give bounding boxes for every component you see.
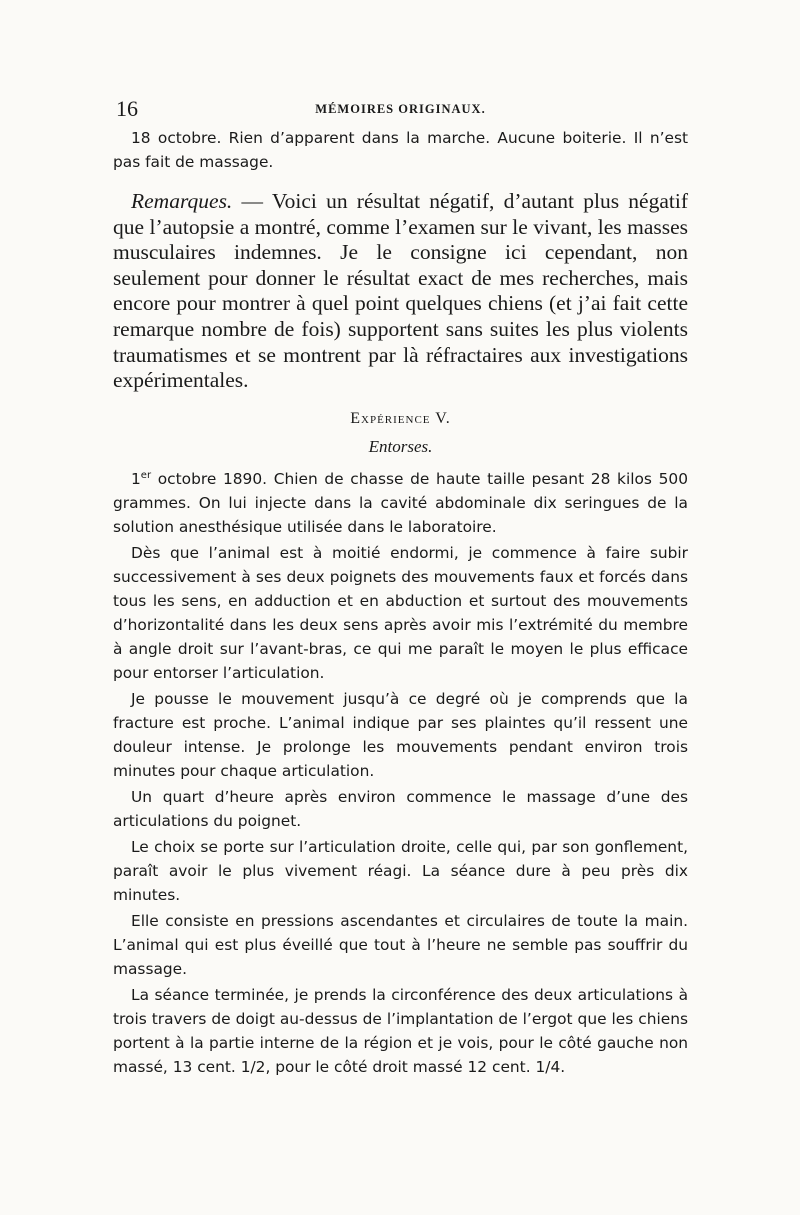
date-number: 1: [131, 469, 141, 488]
remarques-label: Remarques.: [131, 189, 233, 213]
paragraph-elle-consiste: Elle consiste en pressions ascendantes et circulaires de toute la main. L’animal qui est plus éveillé que tout à l’heure ne semble pas souffrir du massage.: [113, 911, 688, 978]
running-head: [113, 92, 688, 122]
paragraph-1er-octobre-text: octobre 1890. Chien de chasse de haute taille pesant 28 kilos 500 grammes. On lui injecte dans la cavité abdominale dix seringues de la solution anesthésique utilisée dans le laboratoire.: [113, 469, 688, 536]
paragraph-1er-octobre: [113, 467, 688, 539]
paragraph-le-choix: Le choix se porte sur l’articulation droite, celle qui, par son gonflement, paraît avoir le plus vivement réagi. La séance dure à peu près dix minutes.: [113, 837, 688, 904]
remarques-text: — Voici un résultat négatif, d’autant plus négatif que l’autopsie a montré, comme l’examen sur le vivant, les masses musculaires indemnes. Je le consigne ici cependant, non seulement pour donner le résultat exact de mes recherches, mais encore pour montrer à quel point quelques chiens (et j’ai fait cette remarque nombre de fois) supportent sans suites les plus violents traumatismes et se montrent par là réfractaires aux investigations expérimentales.: [113, 189, 688, 393]
date-superscript: er: [140, 469, 152, 481]
paragraph-la-seance: La séance terminée, je prends la circonférence des deux articulations à trois travers de doigt au-dessus de l’implantation de l’ergot que les chiens portent à la partie interne de la région et je vois, pour le côté gauche non massé, 13 cent. 1/2, pour le côté droit massé 12 cent. 1/4.: [113, 985, 688, 1076]
page-number: 16: [116, 96, 138, 121]
page: [113, 92, 688, 1079]
experience-title: Expérience V.: [350, 409, 451, 427]
paragraph-je-pousse: Je pousse le mouvement jusqu’à ce degré où je comprends que la fracture est proche. L’animal indique par ses plaintes qu’il ressent une douleur intense. Je prolonge les mouvements pendant environ trois minutes pour chaque articulation.: [113, 689, 688, 780]
paragraph-18-octobre: 18 octobre. Rien d’apparent dans la marche. Aucune boiterie. Il n’est pas fait de massage.: [113, 129, 688, 171]
experience-subtitle: Entorses.: [368, 436, 433, 456]
paragraph-un-quart: Un quart d’heure après environ commence le massage d’une des articulations du poignet.: [113, 787, 688, 830]
paragraph-des-que: Dès que l’animal est à moitié endormi, je commence à faire subir successivement à ses deux poignets des mouvements faux et forcés dans tous les sens, en adduction et en abduction et surtout des mouvements d’horizontalité dans les deux sens après avoir mis l’extrémité du membre à angle droit sur l’avant-bras, ce qui me paraît le moyen le plus efficace pour entorser l’articulation.: [113, 543, 688, 682]
running-title: MÉMOIRES ORIGINAUX.: [315, 102, 486, 116]
paragraph-remarques: [113, 189, 688, 394]
